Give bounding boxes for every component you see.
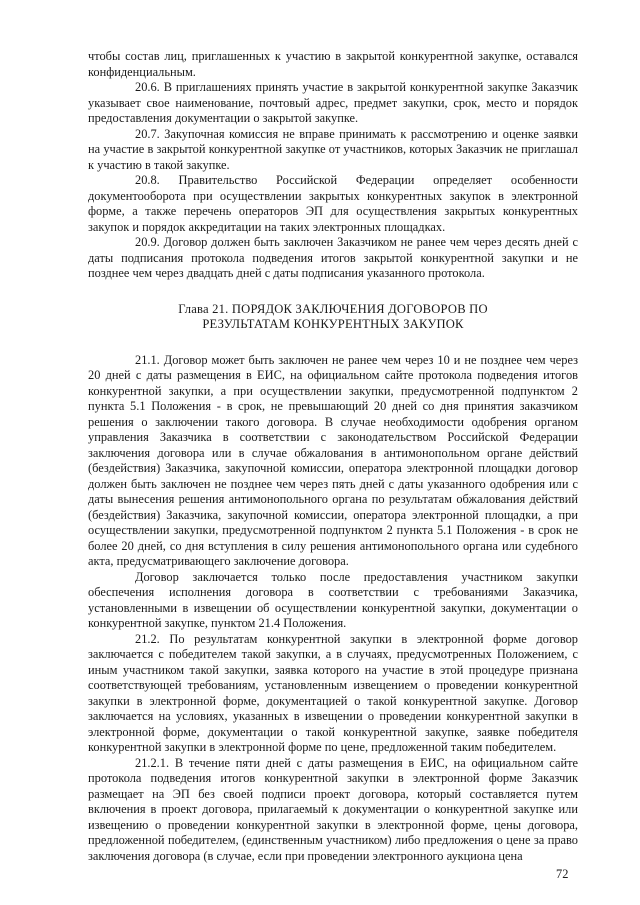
paragraph-21-1: 21.1. Договор может быть заключен не ранее чем через 10 и не позднее чем через 20 дней с даты размещения в ЕИС, на официальном сайте протокола подведения итогов конкурентной закупки, а при осуществлении закупки, предусмотренной подпунктом 2 пункта 5.1 Положения - в срок, не превышающий 20 дней со дня принятия заказчиком решения о заключении такого договора. В случае необходимости одобрения органом управления Заказчика в соответствии с законодательством Российской Федерации заключения договора или в случае обжалования в антимонопольном органе действий (бездействия) Заказчика, закупочной комиссии, оператора электронной площадки договор должен быть заключен не позднее чем через пять дней с даты указанного одобрения или с даты вынесения решения антимонопольного органа по результатам обжалования действий (бездействия) Заказчика, закупочной комиссии, оператора электронной площадки, а при осуществлении закупки, предусмотренной подпунктом 2 пункта 5.1 Положения - в срок не более 20 дней, со дня вступления в силу решения антимонопольного органа или судебного акта, предусматривающего заключение договора.	[88, 352, 578, 568]
page-number: 72	[556, 867, 569, 881]
chapter-heading-line-1: Глава 21. ПОРЯДОК ЗАКЛЮЧЕНИЯ ДОГОВОРОВ ПО	[178, 301, 488, 316]
paragraph-continuation: чтобы состав лиц, приглашенных к участию в закрытой конкурентной закупке, оставался конфиденциальным.	[88, 49, 578, 79]
paragraph-20-8: 20.8. Правительство Российской Федерации определяет особенности документооборота при осуществлении закрытых конкурентных закупок в электронной форме, а также перечень операторов ЭП для осуществления закрытых конкурентных закупок и порядок аккредитации на таких электронных площадках.	[88, 173, 578, 234]
paragraph-contract-security: Договор заключается только после предоставления участником закупки обеспечения исполнения договора в соответствии с требованиями Заказчика, установленными в извещении об осуществлении конкурентной закупки, документации о конкурентной закупке, пунктом 21.4 Положения.	[88, 569, 578, 630]
paragraph-20-7: 20.7. Закупочная комиссия не вправе принимать к рассмотрению и оценке заявки на участие в закрытой конкурентной закупке от участников, которых Заказчик не приглашал к участию в такой закупке.	[88, 126, 578, 172]
chapter-heading-line-2: РЕЗУЛЬТАТАМ КОНКУРЕНТНЫХ ЗАКУПОК	[202, 317, 464, 331]
paragraph-20-6: 20.6. В приглашениях принять участие в закрытой конкурентной закупке Заказчик указывает свое наименование, почтовый адрес, предмет закупки, срок, место и порядок предоставления документации о закрытой закупке.	[88, 80, 578, 125]
paragraph-21-2-1: 21.2.1. В течение пяти дней с даты размещения в ЕИС, на официальном сайте протокола подведения итогов конкурентной закупки в электронной форме Заказчик размещает на ЭП без своей подписи проект договора, который составляется путем включения в проект договора, прилагаемый к документации о конкурентной закупке или извещению о проведении конкурентной закупки в электронной форме, цены договора, предложенной победителем, (единственным участником) либо предложения о цене за право заключения договора (в случае, если при проведении электронного аукциона цена	[88, 755, 578, 863]
chapter-heading	[88, 302, 578, 333]
paragraph-21-2: 21.2. По результатам конкурентной закупки в электронной форме договор заключается с победителем такой закупки, а в случаях, предусмотренных Положением, с иным участником такой закупки, заявка которого на участие в этой процедуре признана соответствующей требованиям, установленным извещением о проведении конкурентной закупки в электронной форме, документацией о такой конкурентной закупке. Договор заключается на условиях, указанных в извещении о проведении конкурентной закупки в электронной форме, документации о такой конкурентной закупке, заявке победителя конкурентной закупки в электронной форме по цене, предложенной таким победителем.	[88, 631, 578, 754]
paragraph-20-9: 20.9. Договор должен быть заключен Заказчиком не ранее чем через десять дней с даты подписания протокола подведения итогов закрытой конкурентной закупки и не позднее чем через двадцать дней с даты подписания указанного протокола.	[88, 235, 578, 280]
document-body	[88, 49, 578, 864]
